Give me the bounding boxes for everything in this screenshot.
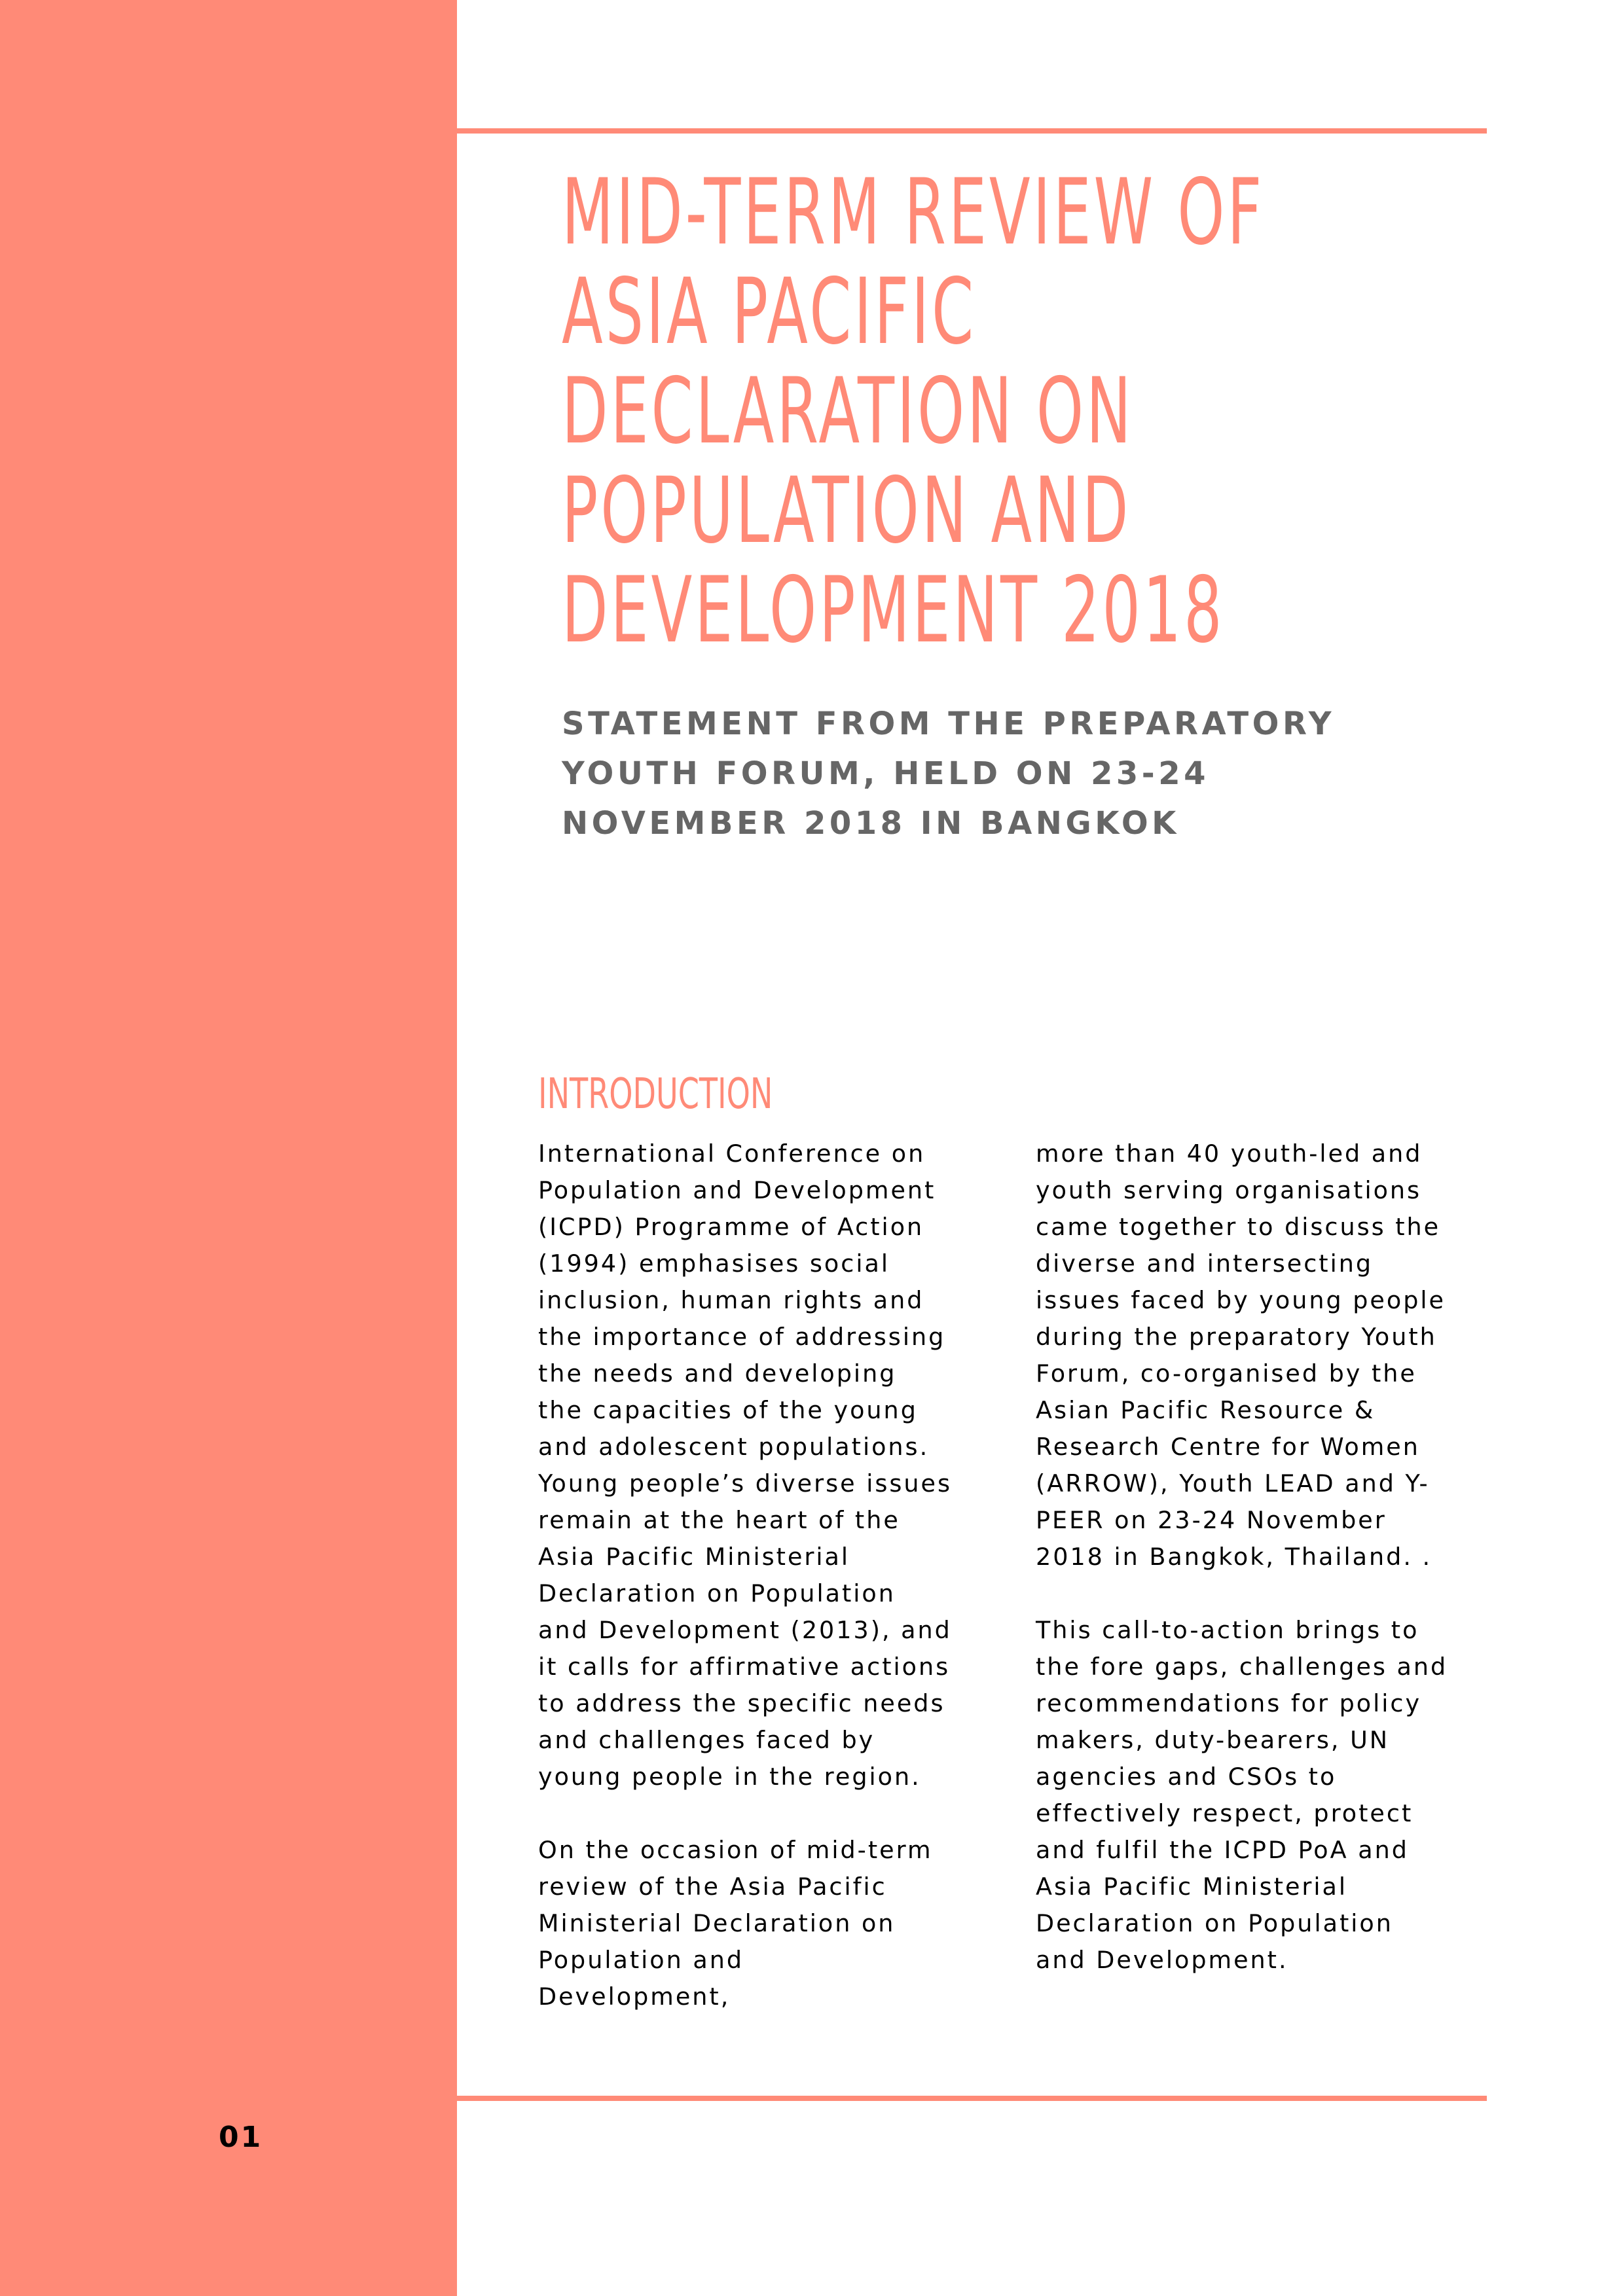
text-line: and Development. [1036,1946,1288,1974]
text-line: remain at the heart of the [538,1506,900,1534]
top-divider [457,128,1487,134]
text-line: Population and Development [538,1176,936,1204]
subtitle-line: YOUTH FORUM, HELD ON 23-24 [562,755,1209,792]
text-line: the needs and developing [538,1359,897,1388]
paragraph [538,1832,952,2015]
text-line: agencies and CSOs to [1036,1763,1337,1791]
text-line: (ARROW), Youth LEAD and Y- [1036,1469,1430,1498]
text-line: more than 40 youth-led and [1036,1139,1423,1168]
paragraph [1036,1612,1448,1979]
text-line: Development, [538,1982,731,2011]
text-column-left [538,1136,952,2015]
paragraph-gap [1036,1575,1448,1612]
text-line: Forum, co-organised by the [1036,1359,1417,1388]
text-line: Ministerial Declaration on [538,1909,896,1937]
text-line: review of the Asia Pacific [538,1873,887,1901]
text-line: Asia Pacific Ministerial [1036,1873,1348,1901]
title-line: DECLARATION ON [562,358,1134,464]
text-line: International Conference on [538,1139,926,1168]
paragraph [1036,1136,1448,1575]
text-line: (ICPD) Programme of Action [538,1213,924,1241]
page-number: 01 [219,2121,263,2154]
paragraph-gap [538,1795,952,1832]
text-line: came together to discuss the [1036,1213,1441,1241]
title-line: ASIA PACIFIC [562,259,977,365]
text-column-right [1036,1136,1448,1979]
text-line: during the preparatory Youth [1036,1323,1437,1351]
text-line: and challenges faced by [538,1726,875,1754]
paragraph [538,1136,952,1795]
text-line: and fulfil the ICPD PoA and [1036,1836,1409,1864]
text-line: youth serving organisations [1036,1176,1422,1204]
text-line: it calls for affirmative actions [538,1653,951,1681]
text-line: young people in the region. [538,1763,921,1791]
title-line: MID-TERM REVIEW OF [562,159,1265,265]
text-line: Young people’s diverse issues [538,1469,952,1498]
text-line: (1994) emphasises social [538,1249,890,1278]
sidebar-panel [0,0,457,2296]
text-line: Population and [538,1946,744,1974]
text-line: the fore gaps, challenges and [1036,1653,1448,1681]
text-line: recommendations for policy [1036,1689,1422,1717]
text-line: issues faced by young people [1036,1286,1446,1314]
text-line: Asia Pacific Ministerial [538,1543,850,1571]
text-line: diverse and intersecting [1036,1249,1374,1278]
title-line: DEVELOPMENT 2018 [562,557,1225,663]
subtitle-line: STATEMENT FROM THE PREPARATORY [562,706,1336,742]
title-line: POPULATION AND [562,457,1131,564]
text-line: the capacities of the young [538,1396,918,1424]
bottom-divider [457,2096,1487,2101]
subtitle-line: NOVEMBER 2018 IN BANGKOK [562,805,1180,842]
text-line: Asian Pacific Resource & [1036,1396,1376,1424]
page-subtitle [562,699,1452,848]
text-line: inclusion, human rights and [538,1286,924,1314]
page-title [562,159,1265,663]
text-line: Declaration on Population [538,1579,896,1607]
text-line: This call-to-action brings to [1036,1616,1419,1644]
text-line: Research Centre for Women [1036,1433,1420,1461]
text-line: 2018 in Bangkok, Thailand. . [1036,1543,1432,1571]
text-line: makers, duty-bearers, UN [1036,1726,1390,1754]
text-line: Declaration on Population [1036,1909,1393,1937]
text-line: and adolescent populations. [538,1433,930,1461]
text-line: the importance of addressing [538,1323,946,1351]
text-line: effectively respect, protect [1036,1799,1413,1827]
text-line: to address the specific needs [538,1689,945,1717]
text-line: PEER on 23-24 November [1036,1506,1387,1534]
text-line: and Development (2013), and [538,1616,952,1644]
section-heading-introduction: INTRODUCTION [538,1070,773,1119]
text-line: On the occasion of mid-term [538,1836,933,1864]
